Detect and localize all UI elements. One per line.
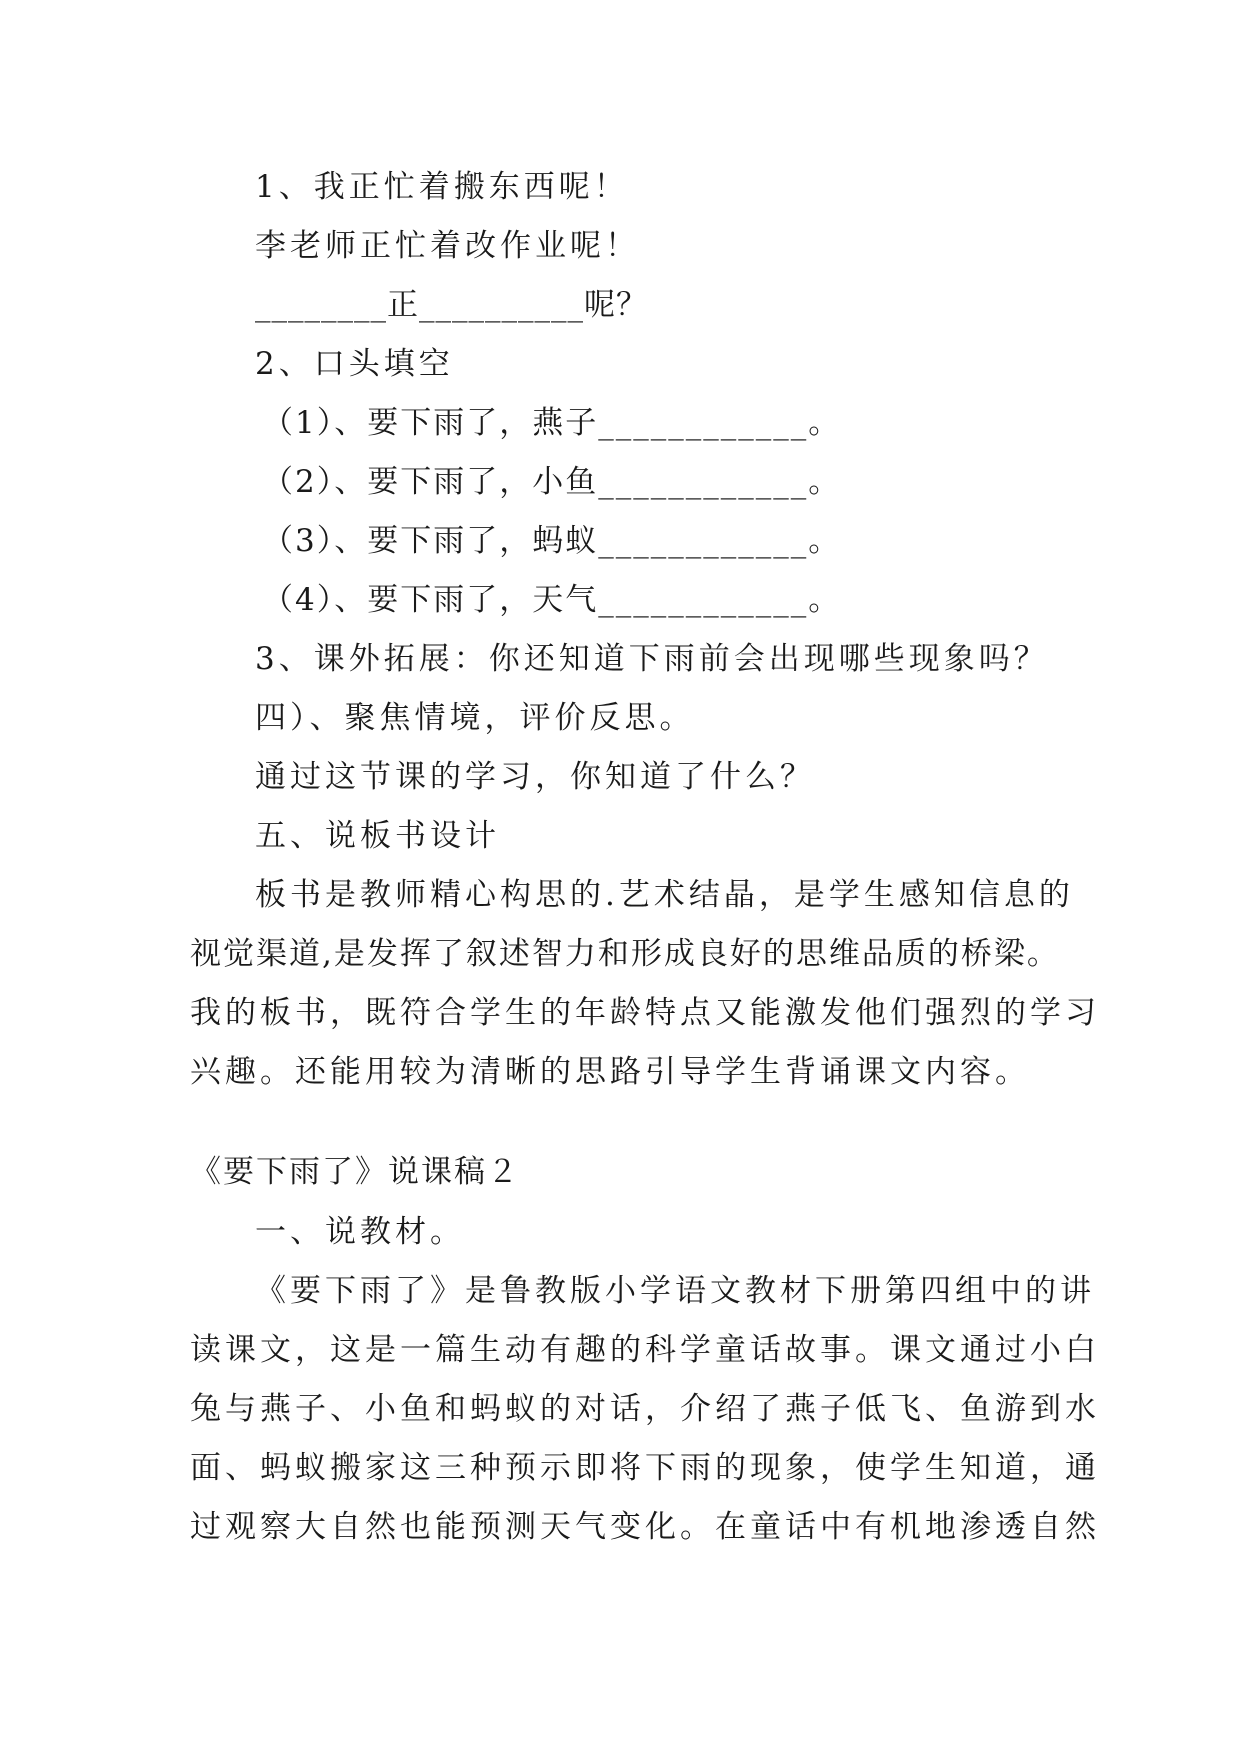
paragraph-board-line-4: 兴趣。还能用较为清晰的思路引导学生背诵课文内容。 (190, 1054, 1030, 1090)
fill-item-1: （1）、要下雨了，燕子____________。 (262, 405, 842, 441)
paragraph-textbook-line-1: 《要下雨了》是鲁教版小学语文教材下册第四组中的讲 (255, 1273, 1095, 1309)
fill-item-4: （4）、要下雨了，天气____________。 (262, 582, 842, 618)
paragraph-board-line-1: 板书是教师精心构思的.艺术结晶，是学生感知信息的 (255, 877, 1074, 913)
fill-item-3: （3）、要下雨了，蚂蚁____________。 (262, 523, 842, 559)
fill-blank-pattern: ________正__________呢？ (255, 287, 648, 323)
example-sentence-2: 李老师正忙着改作业呢！ (255, 228, 640, 264)
paragraph-textbook-line-3: 兔与燕子、小鱼和蚂蚁的对话，介绍了燕子低飞、鱼游到水 (190, 1391, 1100, 1427)
paragraph-board-line-2: 视觉渠道,是发挥了叙述智力和形成良好的思维品质的桥梁。 (190, 936, 1060, 972)
section-reflection: 四）、聚焦情境，评价反思。 (255, 700, 695, 736)
section-title: 《要下雨了》说课稿２ (190, 1154, 520, 1190)
paragraph-board-line-3: 我的板书，既符合学生的年龄特点又能激发他们强烈的学习 (190, 995, 1100, 1031)
fill-item-2: （2）、要下雨了，小鱼____________。 (262, 464, 842, 500)
paragraph-textbook-line-2: 读课文，这是一篇生动有趣的科学童话故事。课文通过小白 (190, 1332, 1100, 1368)
section-oral-fill: 2、口头填空 (255, 346, 454, 382)
reflection-question: 通过这节课的学习，你知道了什么？ (255, 759, 815, 795)
paragraph-textbook-line-5: 过观察大自然也能预测天气变化。在童话中有机地渗透自然 (190, 1509, 1100, 1545)
paragraph-textbook-line-4: 面、蚂蚁搬家这三种预示即将下雨的现象，使学生知道，通 (190, 1450, 1100, 1486)
section-heading-textbook: 一、说教材。 (255, 1214, 465, 1250)
section-board-design: 五、说板书设计 (255, 818, 500, 854)
example-sentence-1: 1、我正忙着搬东西呢！ (255, 169, 629, 205)
section-extension: 3、课外拓展：你还知道下雨前会出现哪些现象吗？ (255, 641, 1049, 677)
